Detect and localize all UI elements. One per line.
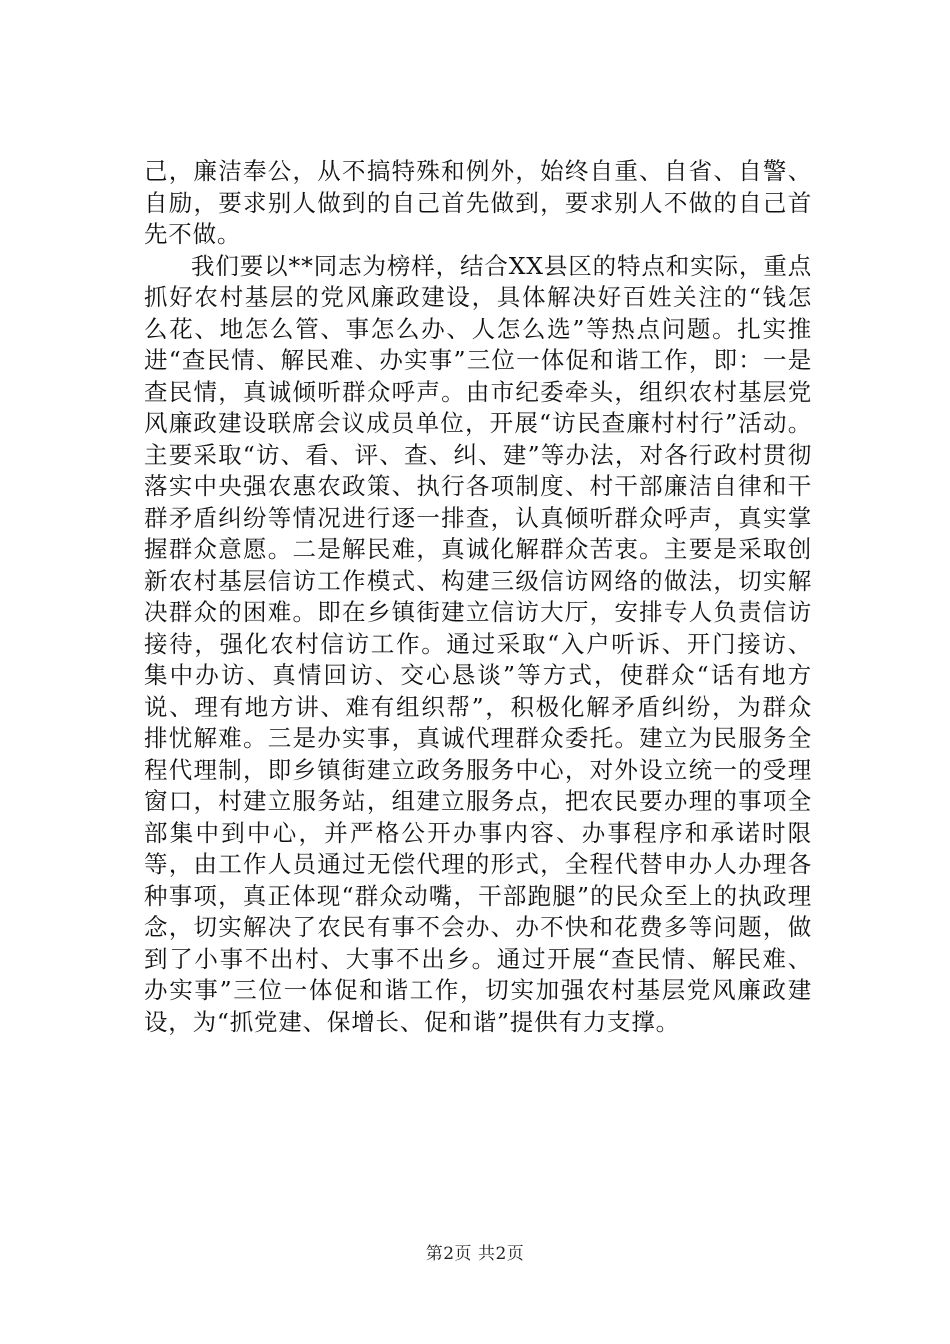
paragraph-continuation: 己，廉洁奉公，从不搞特殊和例外，始终自重、自省、自警、自励，要求别人做到的自己首先做到，要求别人不做的自己首先不做。	[144, 157, 812, 248]
document-body	[144, 156, 812, 1038]
paragraph-main: 我们要以**同志为榜样，结合XX县区的特点和实际，重点抓好农村基层的党风廉政建设，具体解决好百姓关注的“钱怎么花、地怎么管、事怎么办、人怎么选”等热点问题。扎实推进“查民情、解民难、办实事”三位一体促和谐工作，即：一是查民情，真诚倾听群众呼声。由市纪委牵头，组织农村基层党风廉政建设联席会议成员单位，开展“访民查廉村村行”活动。主要采取“访、看、评、查、纠、建”等办法，对各行政村贯彻落实中央强农惠农政策、执行各项制度、村干部廉洁自律和干群矛盾纠纷等情况进行逐一排查，认真倾听群众呼声，真实掌握群众意愿。二是解民难，真诚化解群众苦衷。主要是采取创新农村基层信访工作模式、构建三级信访网络的做法，切实解决群众的困难。即在乡镇街建立信访大厅，安排专人负责信访接待，强化农村信访工作。通过采取“入户听诉、开门接访、集中办访、真情回访、交心恳谈”等方式，使群众“话有地方说、理有地方讲、难有组织帮”，积极化解矛盾纠纷，为群众排忧解难。三是办实事，真诚代理群众委托。建立为民服务全程代理制，即乡镇街建立政务服务中心，对外设立统一的受理窗口，村建立服务站，组建立服务点，把农民要办理的事项全部集中到中心，并严格公开办事内容、办事程序和承诺时限等，由工作人员通过无偿代理的形式，全程代替申办人办理各种事项，真正体现“群众动嘴，干部跑腿”的民众至上的执政理念，切实解决了农民有事不会办、办不快和花费多等问题，做到了小事不出村、大事不出乡。通过开展“查民情、解民难、办实事”三位一体促和谐工作，切实加强农村基层党风廉政建设，为“抓党建、保增长、促和谐”提供有力支撑。	[144, 251, 812, 1036]
page-number-footer: 第2页 共2页	[425, 1244, 525, 1264]
